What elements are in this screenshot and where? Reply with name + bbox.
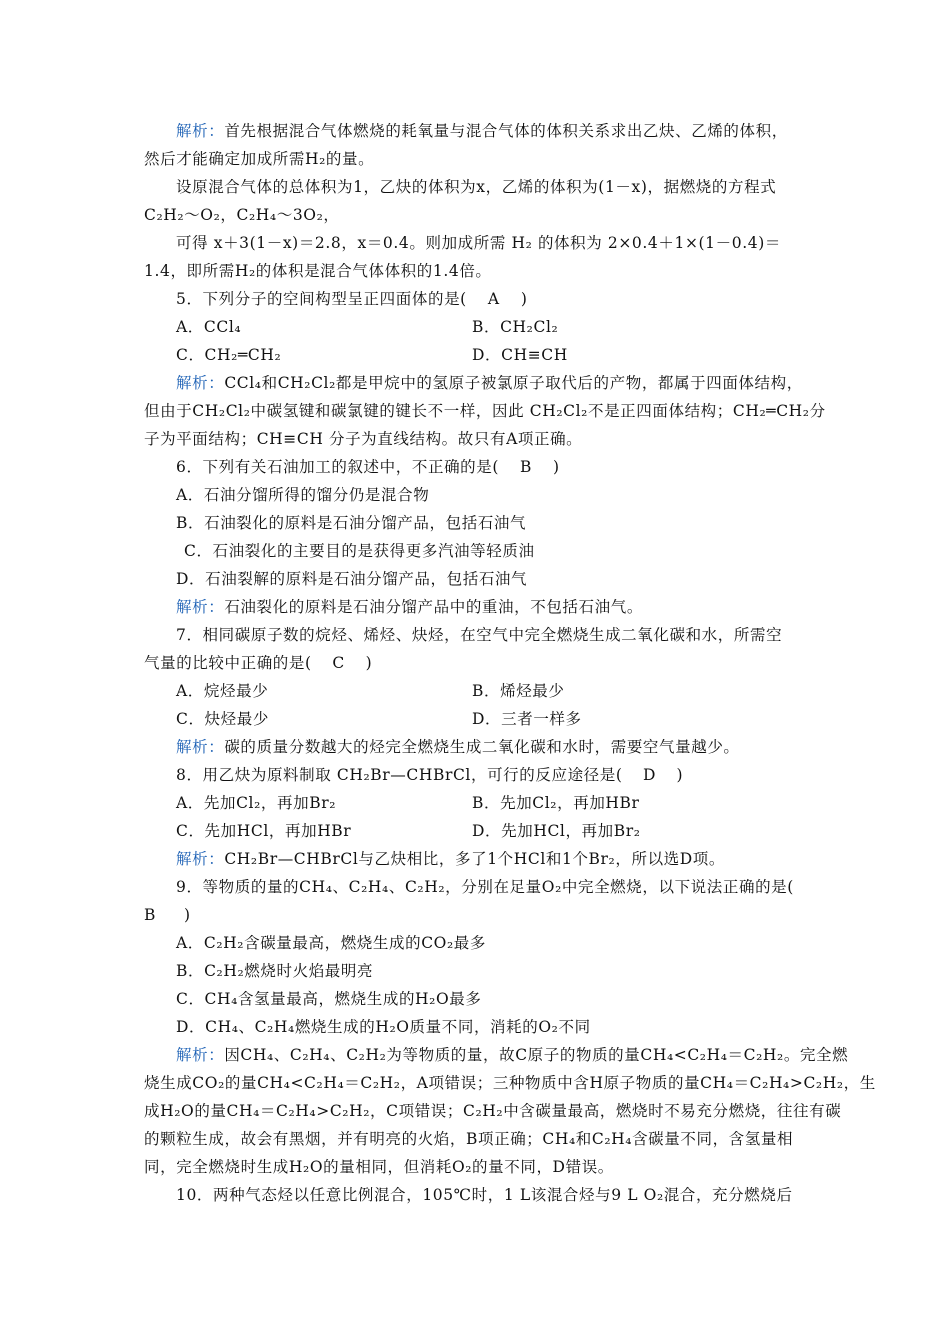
question-6-answer: B: [520, 458, 533, 476]
option-a: A．C₂H₂含碳量最高，燃烧生成的CO₂最多: [176, 934, 486, 952]
option-d: D．石油裂解的原料是石油分馏产品，包括石油气: [176, 570, 528, 588]
explanation-line: 烧生成CO₂的量CH₄<C₂H₄＝C₂H₂，A项错误；三种物质中含H原子物质的量CH₄＝C₂H₄>C₂H₂，生: [144, 1074, 876, 1092]
option-d: D．CH≡CH: [472, 346, 568, 364]
explanation-label: 解析：: [176, 122, 225, 140]
paragraph-line: 设原混合气体的总体积为1，乙炔的体积为x，乙烯的体积为(1－x)，据燃烧的方程式: [176, 178, 777, 196]
option-b: B．CH₂Cl₂: [472, 318, 559, 336]
explanation-label: 解析：: [176, 850, 225, 868]
option-a: A．CCl₄: [176, 318, 242, 336]
option-c: C．CH₄含氢量最高，燃烧生成的H₂O最多: [176, 990, 482, 1008]
option-b: B．先加Cl₂，再加HBr: [472, 794, 640, 812]
paragraph-line: 1.4，即所需H₂的体积是混合气体体积的1.4倍。: [144, 262, 492, 280]
question-9-stem-cont: B ): [144, 906, 191, 924]
option-c: C．先加HCl，再加HBr: [176, 822, 352, 840]
question-7-answer: C: [332, 654, 345, 672]
explanation-label: 解析：: [176, 1046, 225, 1064]
explanation-label: 解析：: [176, 598, 225, 616]
explanation-line: 同，完全燃烧时生成H₂O的量相同，但消耗O₂的量不同，D错误。: [144, 1158, 614, 1176]
option-b: B．石油裂化的原料是石油分馏产品，包括石油气: [176, 514, 527, 532]
explanation-line: 解析：石油裂化的原料是石油分馏产品中的重油，不包括石油气。: [176, 598, 643, 616]
option-d: D．三者一样多: [472, 710, 582, 728]
option-b: B．烯烃最少: [472, 682, 565, 700]
explanation-line: 的颗粒生成，故会有黑烟，并有明亮的火焰，B项正确；CH₄和C₂H₄含碳量不同，含氢量相: [144, 1130, 794, 1148]
question-9-answer: B: [144, 906, 156, 924]
option-c: C．炔烃最少: [176, 710, 269, 728]
question-5-answer: A: [487, 290, 500, 308]
option-c: C．CH₂═CH₂: [176, 346, 282, 364]
explanation-line: 解析：碳的质量分数越大的烃完全燃烧生成二氧化碳和水时，需要空气量越少。: [176, 738, 740, 756]
paragraph-line: 可得 x＋3(1－x)＝2.8，x＝0.4。则加成所需 H₂ 的体积为 2×0.4＋1×(1－0.4)＝: [176, 234, 781, 252]
explanation-label: 解析：: [176, 374, 225, 392]
question-8-stem: 8．用乙炔为原料制取 CH₂Br—CHBrCl，可行的反应途径是( D ): [176, 766, 684, 784]
explanation-line: 但由于CH₂Cl₂中碳氢键和碳氯键的键长不一样，因此 CH₂Cl₂不是正四面体结构；CH₂═CH₂分: [144, 402, 826, 420]
option-d: D．先加HCl，再加Br₂: [472, 822, 641, 840]
option-c: C．石油裂化的主要目的是获得更多汽油等轻质油: [184, 542, 535, 560]
option-a: A．石油分馏所得的馏分仍是混合物: [176, 486, 430, 504]
explanation-line: 解析：CH₂Br—CHBrCl与乙炔相比，多了1个HCl和1个Br₂，所以选D项。: [176, 850, 725, 868]
explanation-line: 成H₂O的量CH₄＝C₂H₄>C₂H₂，C项错误；C₂H₂中含碳量最高，燃烧时不易充分燃烧，往往有碳: [144, 1102, 842, 1120]
question-7-stem-cont: 气量的比较中正确的是( C ): [144, 654, 373, 672]
explanation-line: 解析：因CH₄、C₂H₄、C₂H₂为等物质的量，故C原子的物质的量CH₄<C₂H₄＝C₂H₂。完全燃: [176, 1046, 849, 1064]
question-6-stem: 6．下列有关石油加工的叙述中，不正确的是( B ): [176, 458, 560, 476]
question-5-stem: 5．下列分子的空间构型呈正四面体的是( A ): [176, 290, 528, 308]
option-a: A．烷烃最少: [176, 682, 269, 700]
explanation-line: 解析：CCl₄和CH₂Cl₂都是甲烷中的氢原子被氯原子取代后的产物，都属于四面体结构，: [176, 374, 803, 392]
explanation-label: 解析：: [176, 738, 225, 756]
explanation-line: 解析：首先根据混合气体燃烧的耗氧量与混合气体的体积关系求出乙炔、乙烯的体积，: [176, 122, 788, 140]
option-a: A．先加Cl₂，再加Br₂: [176, 794, 337, 812]
option-d: D．CH₄、C₂H₄燃烧生成的H₂O质量不同，消耗的O₂不同: [176, 1018, 591, 1036]
option-b: B．C₂H₂燃烧时火焰最明亮: [176, 962, 374, 980]
question-10-stem: 10．两种气态烃以任意比例混合，105℃时，1 L该混合烃与9 L O₂混合，充分燃烧后: [176, 1186, 793, 1204]
question-8-answer: D: [643, 766, 657, 784]
explanation-line: 然后才能确定加成所需H₂的量。: [144, 150, 375, 168]
question-7-stem: 7．相同碳原子数的烷烃、烯烃、炔烃，在空气中完全燃烧生成二氧化碳和水，所需空: [176, 626, 783, 644]
question-9-stem: 9．等物质的量的CH₄、C₂H₄、C₂H₂，分别在足量O₂中完全燃烧，以下说法正确的是(: [176, 878, 794, 896]
paragraph-line: C₂H₂～O₂，C₂H₄～3O₂，: [144, 206, 340, 224]
explanation-line: 子为平面结构；CH≡CH 分子为直线结构。故只有A项正确。: [144, 430, 583, 448]
